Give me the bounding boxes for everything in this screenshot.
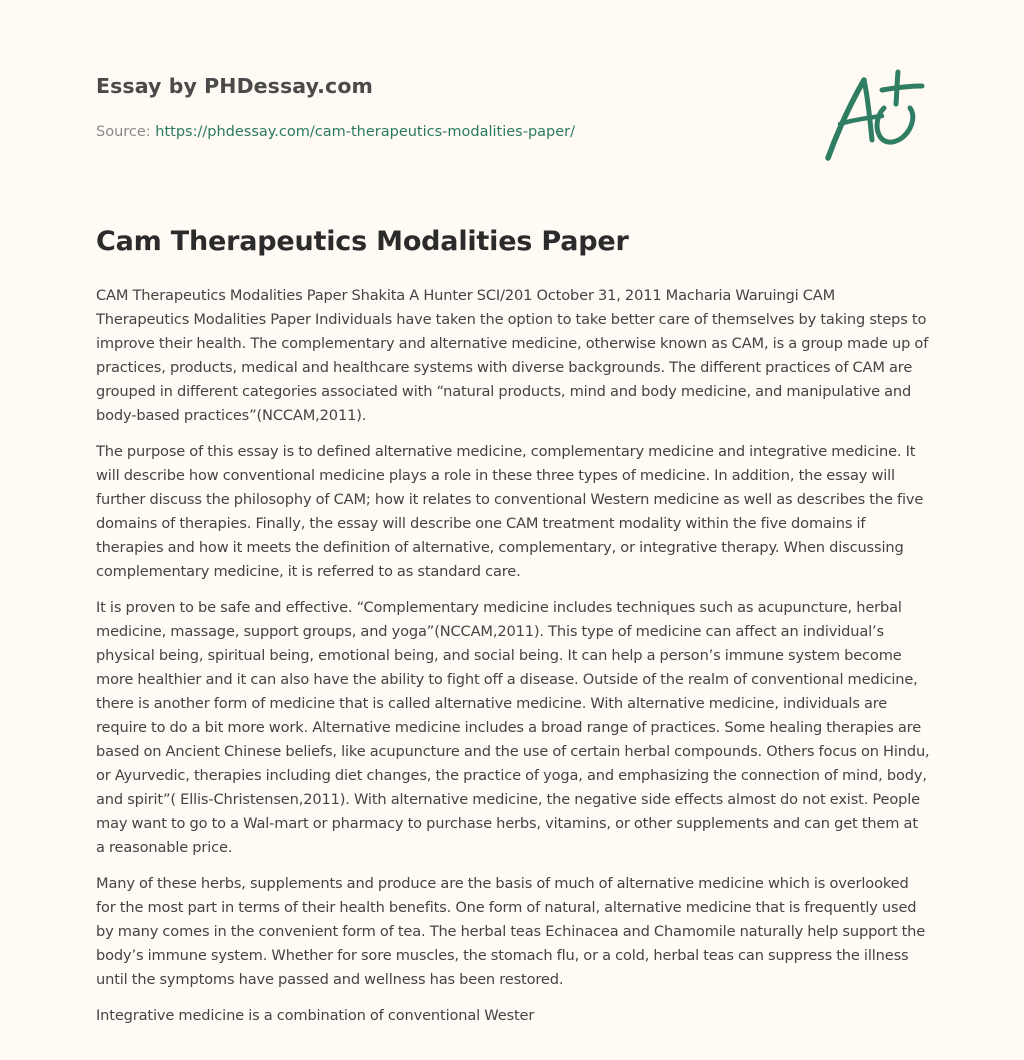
source-line xyxy=(96,124,575,140)
source-link[interactable]: https://phdessay.com/cam-therapeutics-modalities-paper/ xyxy=(155,124,576,140)
source-label: Source: xyxy=(96,124,151,140)
site-brand: Essay by PHDessay.com xyxy=(96,74,373,98)
site-header xyxy=(96,74,796,140)
paragraph: Integrative medicine is a combination of conventional Wester xyxy=(96,1007,535,1024)
a-plus-grade-icon xyxy=(822,68,928,164)
paragraph: Many of these herbs, supplements and produce are the basis of much of alternative medicine which is overlooked for the most part in terms of their health benefits. One form of natural, alternative medicine that is frequently used by many comes in the convenient form of tea. The herbal teas Echinacea and Chamomile naturally help support the body’s immune system. Whether for sore muscles, the stomach flu, or a cold, herbal teas can suppress the illness until the symptoms have passed and wellness has been restored. xyxy=(96,875,926,988)
article-body xyxy=(96,284,930,1040)
paragraph: It is proven to be safe and effective. “Complementary medicine includes techniques such as acupuncture, herbal medicine, massage, support groups, and yoga”(NCCAM,2011). This type of medicine can affect an individual’s physical being, spiritual being, emotional being, and social being. It can help a person’s immune system become more healthier and it can also have the ability to fight off a disease. Outside of the realm of conventional medicine, there is another form of medicine that is called alternative medicine. With alternative medicine, individuals are require to do a bit more work. Alternative medicine includes a broad range of practices. Some healing therapies are based on Ancient Chinese beliefs, like acupuncture and the use of certain herbal compounds. Others focus on Hindu, or Ayurvedic, therapies including diet changes, the practice of yoga, and emphasizing the connection of mind, body, and spirit”( Ellis-Christensen,2011). With alternative medicine, the negative side effects almost do not exist. People may want to go to a Wal-mart or pharmacy to purchase herbs, vitamins, or other supplements and can get them at a reasonable price. xyxy=(96,599,930,856)
article-title: Cam Therapeutics Modalities Paper xyxy=(96,226,629,257)
paragraph: CAM Therapeutics Modalities Paper Shakita A Hunter SCI/201 October 31, 2011 Macharia Waruingi CAM Therapeutics Modalities Paper Individuals have taken the option to take better care of themselves by taking steps to improve their health. The complementary and alternative medicine, otherwise known as CAM, is a group made up of practices, products, medical and healthcare systems with diverse backgrounds. The different practices of CAM are grouped in different categories associated with “natural products, mind and body medicine, and manipulative and body-based practices”(NCCAM,2011). xyxy=(96,287,929,424)
paragraph: The purpose of this essay is to defined alternative medicine, complementary medicine and integrative medicine. It will describe how conventional medicine plays a role in these three types of medicine. In addition, the essay will further discuss the philosophy of CAM; how it relates to conventional Western medicine as well as describes the five domains of therapies. Finally, the essay will describe one CAM treatment modality within the five domains if therapies and how it meets the definition of alternative, complementary, or integrative therapy. When discussing complementary medicine, it is referred to as standard care. xyxy=(96,443,924,580)
